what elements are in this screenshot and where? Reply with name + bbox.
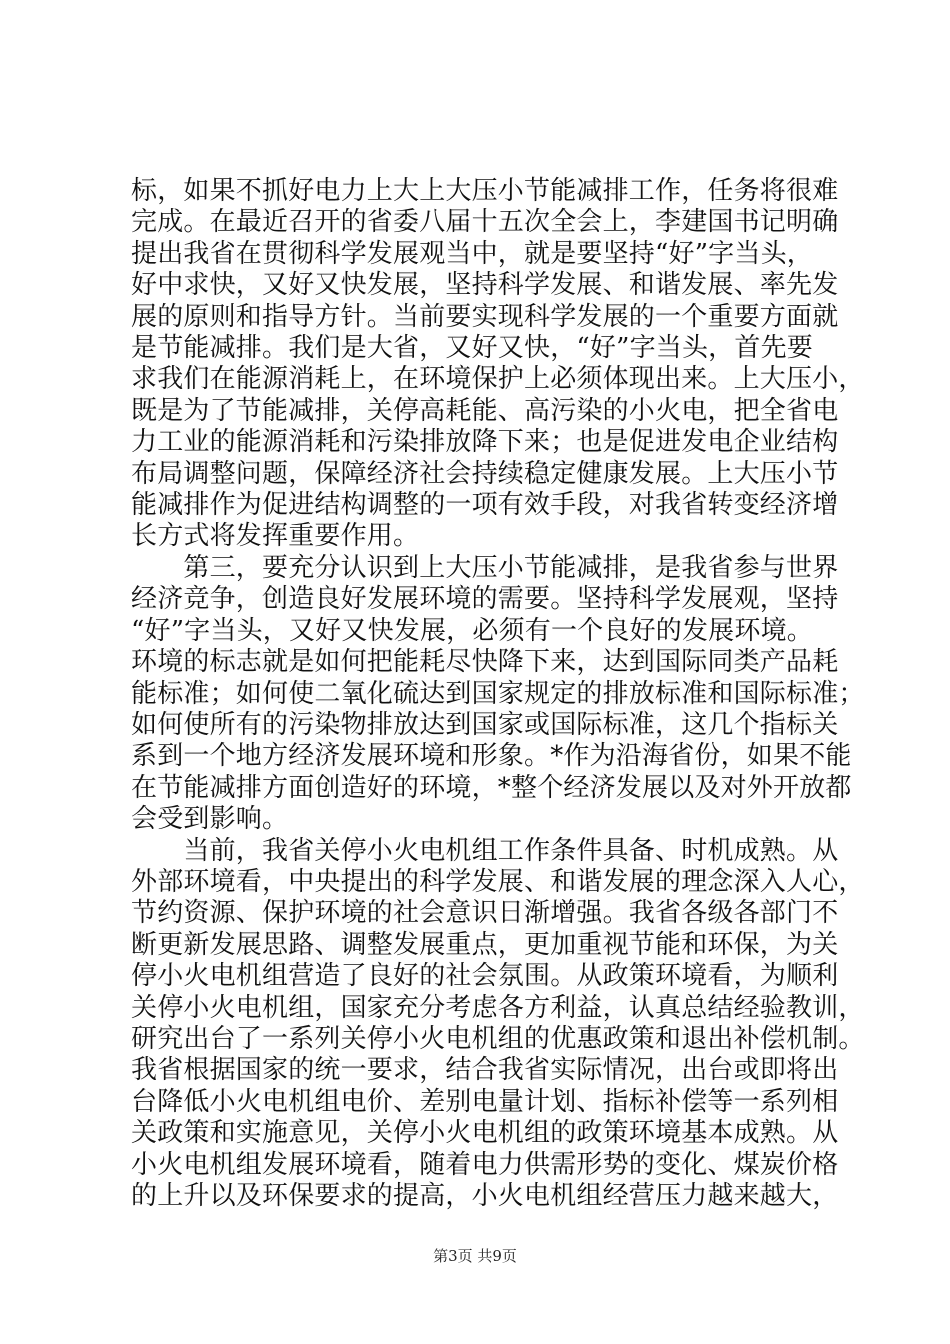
text-line: 台降低小火电机组电价、差别电量计划、指标补偿等一系列相: [131, 1086, 839, 1117]
text-line: 展的原则和指导方针。当前要实现科学发展的一个重要方面就: [131, 301, 839, 332]
text-line: 节约资源、保护环境的社会意识日渐增强。我省各级各部门不: [131, 898, 839, 929]
text-line: 经济竞争，创造良好发展环境的需要。坚持科学发展观，坚持: [131, 584, 839, 615]
text-line: 断更新发展思路、调整发展重点，更加重视节能和环保，为关: [131, 929, 839, 960]
text-line: 我省根据国家的统一要求，结合我省实际情况，出台或即将出: [131, 1055, 839, 1086]
text-line: 能标准；如何使二氧化硫达到国家规定的排放标准和国际标准；: [131, 678, 865, 709]
text-line: 研究出台了一系列关停小火电机组的优惠政策和退出补偿机制。: [131, 1023, 865, 1054]
body-text: [131, 176, 865, 1212]
text-line: 标，如果不抓好电力上大上大压小节能减排工作，任务将很难: [131, 176, 839, 206]
text-line: 布局调整问题，保障经济社会持续稳定健康发展。上大压小节: [131, 458, 839, 489]
text-line: 会受到影响。: [131, 804, 289, 835]
text-line: 完成。在最近召开的省委八届十五次全会上，李建国书记明确: [131, 207, 839, 238]
text-line: 小火电机组发展环境看，随着电力供需形势的变化、煤炭价格: [131, 1149, 839, 1180]
text-line: 提出我省在贯彻科学发展观当中，就是要坚持“好”字当头，: [131, 238, 813, 269]
text-line: 环境的标志就是如何把能耗尽快降下来，达到国际同类产品耗: [131, 647, 839, 678]
text-line: 是节能减排。我们是大省，又好又快，“好”字当头，首先要: [131, 333, 813, 364]
text-line: “好”字当头，又好又快发展，必须有一个良好的发展环境。: [131, 615, 813, 646]
text-line: 关政策和实施意见，关停小火电机组的政策环境基本成熟。从: [131, 1118, 839, 1149]
page-number: 第3页 共9页: [433, 1247, 517, 1265]
text-line: 停小火电机组营造了良好的社会氛围。从政策环境看，为顺利: [131, 961, 839, 992]
text-line: 求我们在能源消耗上，在环境保护上必须体现出来。上大压小，: [131, 364, 865, 395]
text-line: 第三，要充分认识到上大压小节能减排，是我省参与世界: [131, 552, 839, 583]
text-line: 长方式将发挥重要作用。: [131, 521, 420, 552]
text-line: 当前，我省关停小火电机组工作条件具备、时机成熟。从: [131, 835, 839, 866]
text-line: 能减排作为促进结构调整的一项有效手段，对我省转变经济增: [131, 490, 839, 521]
text-line: 的上升以及环保要求的提高，小火电机组经营压力越来越大，: [131, 1181, 839, 1211]
text-line: 如何使所有的污染物排放达到国家或国际标准，这几个指标关: [131, 709, 839, 740]
text-line: 在节能减排方面创造好的环境，*整个经济发展以及对外开放都: [131, 772, 852, 803]
text-line: 关停小火电机组，国家充分考虑各方利益，认真总结经验教训，: [131, 992, 865, 1023]
text-line: 系到一个地方经济发展环境和形象。*作为沿海省份，如果不能: [131, 741, 852, 772]
text-line: 既是为了节能减排，关停高耗能、高污染的小火电，把全省电: [131, 395, 839, 426]
text-line: 好中求快，又好又快发展，坚持科学发展、和谐发展、率先发: [131, 270, 839, 301]
text-line: 外部环境看，中央提出的科学发展、和谐发展的理念深入人心，: [131, 866, 865, 897]
text-line: 力工业的能源消耗和污染排放降下来；也是促进发电企业结构: [131, 427, 839, 458]
